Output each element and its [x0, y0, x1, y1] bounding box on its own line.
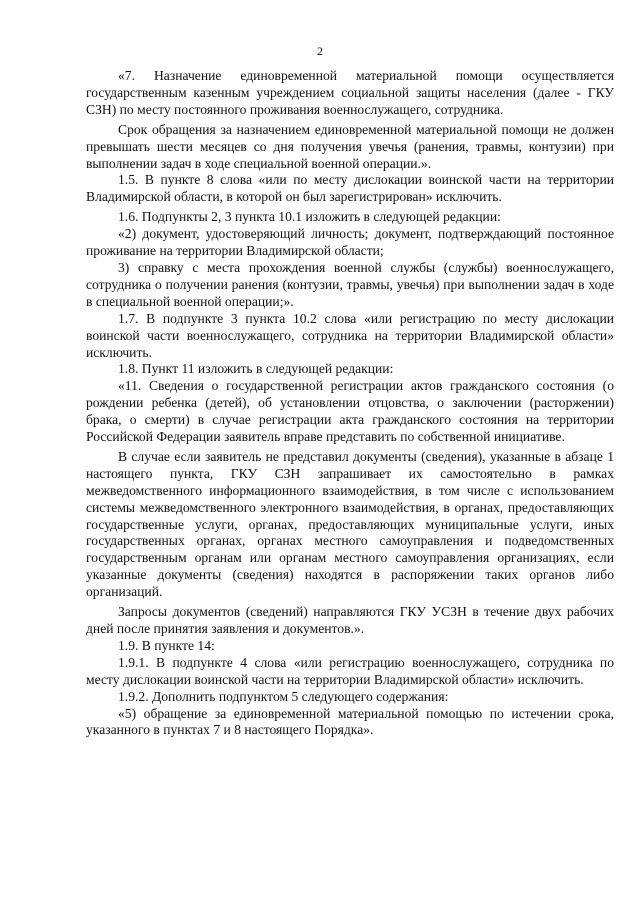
document-body [86, 68, 614, 739]
paragraph-sub-5: «5) обращение за единовременной материальной помощью по истечении срока, указанного в пунктах 7 и 8 настоящего Порядка». [86, 705, 614, 738]
paragraph-sub-2: «2) документ, удостоверяющий личность; документ, подтверждающий постоянное проживание на территории Владимирской области; [86, 226, 614, 259]
paragraph-sub-3: 3) справку с места прохождения военной службы (службы) военнослужащего, сотрудника о получении ранения (контузии, травмы, увечья) при выполнении задач в ходе в специальной военной операции;». [86, 259, 614, 309]
paragraph-11: «11. Сведения о государственной регистрации актов гражданского состояния (о рождении ребенка (детей), об установлении отцовства, о заключении (расторжении) брака, о смерти) в случае регистрации акта гражданского состояния на территории Российской Федерации заявитель вправе представить по собственной инициативе. [86, 378, 614, 445]
paragraph-requests: Запросы документов (сведений) направляются ГКУ УСЗН в течение двух рабочих дней после принятия заявления и документов.». [86, 604, 614, 636]
paragraph-1-8: 1.8. Пункт 11 изложить в следующей редакции: [118, 361, 394, 377]
paragraph-1-9: 1.9. В пункте 14: [118, 637, 215, 653]
paragraph-deadline: Срок обращения за назначением единовременной материальной помощи не должен превышать шести месяцев со дня получения увечья (ранения, травмы, контузии) при выполнении задач в ходе специальной военной операции.». [86, 121, 614, 171]
paragraph-1-9-2: 1.9.2. Дополнить подпунктом 5 следующего содержания: [118, 688, 449, 704]
paragraph-1-7: 1.7. В подпункте 3 пункта 10.2 слова «или регистрацию по месту дислокации воинской части военнослужащего, сотрудника на территории Владимирской области» исключить. [86, 310, 614, 360]
paragraph-interagency: В случае если заявитель не представил документы (сведения), указанные в абзаце 1 настоящего пункта, ГКУ СЗН запрашивает их самостоятельно в рамках межведомственного информационного взаимодействия, в том числе с использованием системы межведомственного электронного взаимодействия, в органах, предоставляющих государственные услуги, органах, предоставляющих муниципальные услуги, иных государственных органах, органах местного самоуправления и подведомственных государственным органам или органам местного самоуправления организациях, если указанные документы (сведения) находятся в распоряжении таких органов либо организаций. [86, 448, 614, 600]
page-number: 2 [317, 44, 323, 58]
paragraph-1-9-1: 1.9.1. В подпункте 4 слова «или регистрацию военнослужащего, сотрудника по месту дислокации воинской части на территории Владимирской области» исключить. [86, 654, 614, 687]
paragraph-1-6: 1.6. Подпункты 2, 3 пункта 10.1 изложить в следующей редакции: [118, 209, 501, 225]
paragraph-1-5: 1.5. В пункте 8 слова «или по месту дислокации воинской части на территории Владимирской области, в которой он был зарегистрирован» исключить. [86, 172, 614, 205]
paragraph-7: «7. Назначение единовременной материальной помощи осуществляется государственным казенным учреждением социальной защиты населения (далее - ГКУ СЗН) по месту постоянного проживания военнослужащего, сотрудника. [86, 68, 614, 117]
